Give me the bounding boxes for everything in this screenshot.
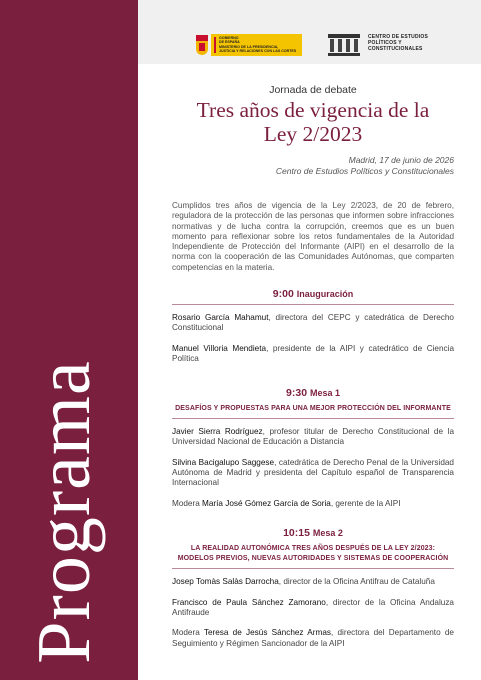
session-mesa-2-heading bbox=[172, 527, 454, 539]
speaker-name: Rosario García Mahamut bbox=[172, 313, 269, 323]
speaker-name: Javier Sierra Rodríguez bbox=[172, 426, 263, 436]
session-inauguracion-heading bbox=[172, 288, 454, 300]
logo-bar bbox=[138, 0, 481, 64]
session-time: 9:00 bbox=[272, 288, 294, 301]
programa-vertical-label: Programa bbox=[22, 360, 106, 664]
session-mesa-1-heading bbox=[172, 387, 454, 399]
event-title bbox=[172, 98, 454, 146]
speaker-name: Teresa de Jesús Sánchez Armas bbox=[203, 628, 331, 638]
moderator-entry bbox=[172, 628, 454, 649]
speaker-role: , presidente de la AIPI y catedrático de Ciencia Política bbox=[172, 343, 454, 364]
speaker-entry bbox=[172, 577, 454, 587]
event-kicker: Jornada de debate bbox=[269, 84, 357, 96]
speaker-role: , director de la Oficina Andaluza Antifraude bbox=[172, 597, 454, 617]
gov-line-1: GOBIERNO bbox=[219, 36, 239, 40]
gobierno-logo bbox=[196, 34, 302, 56]
session-label: Inauguración bbox=[296, 289, 354, 300]
flag-stripe-icon bbox=[214, 37, 216, 53]
session-time: 10:15 bbox=[283, 527, 310, 540]
speaker-entry bbox=[172, 458, 454, 489]
gov-line-4: JUSTICIA Y RELACIONES CON LAS CORTES bbox=[219, 49, 297, 54]
divider bbox=[172, 568, 454, 569]
moderator-prefix: Modera bbox=[172, 628, 204, 638]
speaker-role: , directora del CEPC y catedrática de Derecho Constitucional bbox=[172, 313, 454, 333]
speaker-role: , profesor titular de Derecho Constitucional de la Universidad Nacional de Educación a Distancia bbox=[172, 426, 454, 447]
gov-line-3: MINISTERIO DE LA PRESIDENCIA, bbox=[219, 44, 279, 49]
speaker-role: , catedrática de Derecho Penal de la Universidad Autónoma de Madrid y presidenta del Capítulo español de Transparencia Internacional bbox=[172, 457, 454, 488]
event-venue: Centro de Estudios Políticos y Constitucionales bbox=[275, 166, 454, 176]
cepc-line-2: POLÍTICOS Y bbox=[368, 40, 402, 47]
session-subtitle: LA REALIDAD AUTONÓMICA TRES AÑOS DESPUÉS DE LA LEY 2/2023: MODELOS PREVIOS, NUEVAS AUTORIDADES Y SISTEMAS DE COOPERACIÓN bbox=[177, 545, 449, 563]
title-line-2: Ley 2/2023 bbox=[263, 122, 363, 146]
speaker-role: , director de la Oficina Antifrau de Cataluña bbox=[278, 577, 435, 587]
cepc-line-1: CENTRO DE ESTUDIOS bbox=[368, 34, 428, 40]
divider bbox=[172, 418, 454, 419]
speaker-name: Silvina Bacigalupo Saggese bbox=[172, 457, 275, 467]
session-time: 9:30 bbox=[286, 386, 308, 399]
speaker-name: Josep Tomàs Salàs Darrocha bbox=[172, 577, 279, 587]
speaker-entry bbox=[172, 427, 454, 448]
speaker-name: Manuel Villoria Mendieta bbox=[172, 343, 267, 353]
program-content bbox=[172, 76, 454, 649]
session-label: Mesa 2 bbox=[312, 528, 343, 539]
title-line-1: Tres años de vigencia de la bbox=[196, 98, 430, 122]
speaker-entry bbox=[172, 598, 454, 619]
event-date-venue bbox=[172, 155, 454, 177]
moderator-prefix: Modera bbox=[172, 498, 203, 508]
gov-line-2: DE ESPAÑA bbox=[219, 40, 240, 45]
speaker-entry bbox=[172, 344, 454, 365]
programa-sidebar bbox=[0, 0, 138, 680]
speaker-entry bbox=[172, 313, 454, 334]
building-icon bbox=[328, 34, 360, 56]
session-subtitle: DESAFÍOS Y PROPUESTAS PARA UNA MEJOR PROTECCIÓN DEL INFORMANTE bbox=[175, 404, 451, 412]
coat-of-arms-icon bbox=[196, 35, 208, 55]
intro-paragraph: Cumplidos tres años de vigencia de la Ley 2/2023, de 20 de febrero, reguladora de la protección de las personas que informen sobre infracciones normativas y de lucha contra la corrupción, creemos que es un buen momento para reflexionar sobre los retos fundamentales de la Autoridad Independiente de Protección del Informante (AIPI) en el desarrollo de la norma con la cooperación de las Comunidades Autónomas, que comparten competencias en la materia. bbox=[172, 201, 454, 272]
speaker-role: , gerente de la AIPI bbox=[330, 498, 401, 508]
speaker-role: , directora del Departamento de Seguimiento y Régimen Sancionador de la AIPI bbox=[172, 628, 454, 648]
divider bbox=[172, 304, 454, 305]
cepc-line-3: CONSTITUCIONALES bbox=[368, 46, 423, 53]
session-label: Mesa 1 bbox=[309, 387, 340, 398]
moderator-entry bbox=[172, 499, 454, 509]
event-date: Madrid, 17 de junio de 2026 bbox=[348, 155, 454, 165]
speaker-name: Francisco de Paula Sánchez Zamorano bbox=[172, 597, 326, 607]
cepc-logo bbox=[328, 34, 428, 56]
speaker-name: María José Gómez García de Soria bbox=[202, 498, 331, 508]
